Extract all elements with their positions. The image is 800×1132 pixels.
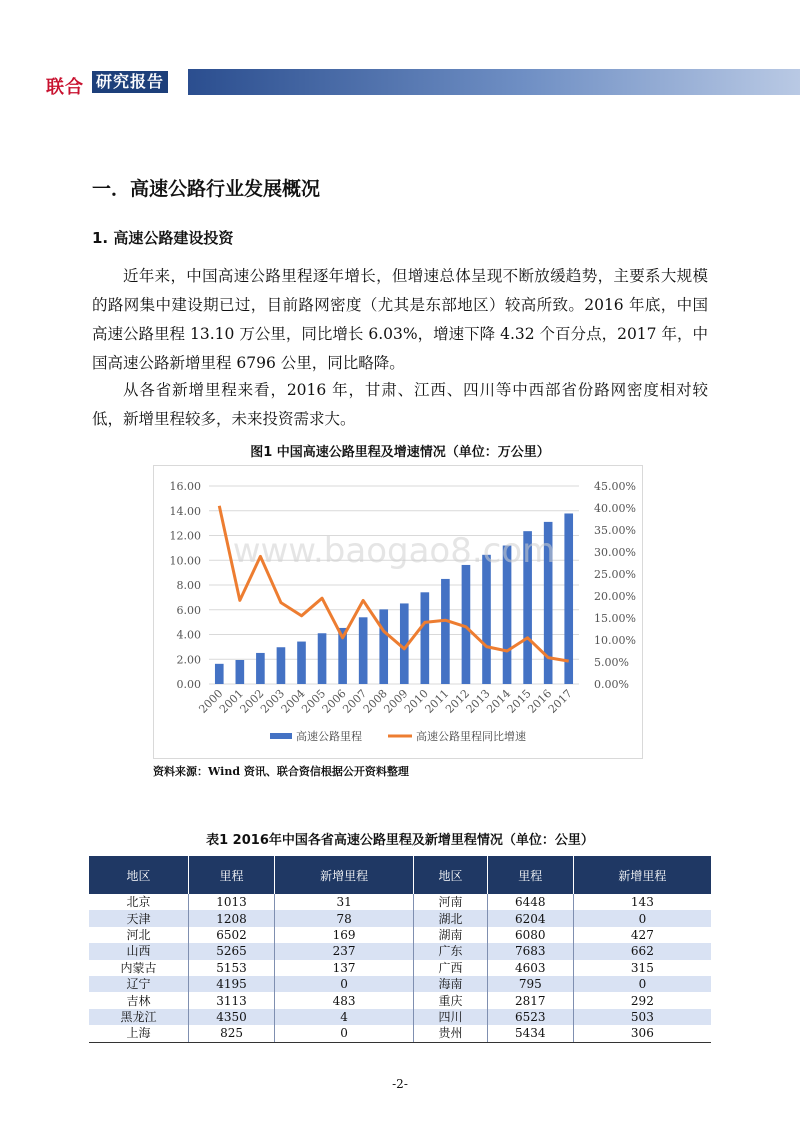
table-cell: 0: [573, 976, 711, 992]
figure-title: 图1 中国高速公路里程及增速情况（单位：万公里）: [250, 445, 550, 460]
x-tick-label: 2007: [340, 686, 370, 716]
table-row: [89, 992, 711, 1008]
y-right-tick-label: 20.00%: [594, 590, 636, 603]
header-cell: 新增里程: [275, 856, 414, 894]
bar: [379, 609, 388, 684]
table-cell: 6502: [189, 927, 275, 943]
y-right-tick-label: 30.00%: [594, 546, 636, 559]
header-cell: 里程: [189, 856, 275, 894]
table-cell: 6523: [487, 1009, 573, 1025]
table-cell: 292: [630, 993, 654, 1008]
table-cell: 4: [275, 1009, 414, 1025]
table-cell: 广东: [414, 943, 488, 959]
y-right-tick-label: 10.00%: [594, 634, 636, 647]
table-cell: 31: [275, 894, 414, 910]
table-row: [89, 927, 711, 943]
table-cell: 6204: [487, 910, 573, 926]
bar: [564, 513, 573, 684]
x-tick-label: 2009: [381, 686, 411, 716]
chart-legend: [270, 729, 526, 743]
table-cell: 天津: [89, 910, 189, 926]
y-left-tick-label: 2.00: [176, 653, 201, 667]
table-cell: 四川: [414, 1009, 488, 1025]
x-tick-label: 2010: [401, 686, 431, 716]
bar: [359, 617, 368, 684]
growth-line: [219, 506, 568, 661]
y-right-tick-label: 25.00%: [594, 568, 636, 581]
table-cell: 5434: [487, 1025, 573, 1042]
y-right-ticks: [594, 480, 636, 691]
header-cell: 新增里程: [573, 856, 711, 894]
section-title: 一．高速公路行业发展概况: [92, 178, 321, 200]
table-cell: 3113: [189, 992, 275, 1008]
combo-chart: [154, 466, 642, 758]
table-cell: 662: [573, 943, 711, 959]
table-cell: 黑龙江: [89, 1009, 189, 1025]
paragraph-2: 从各省新增里程来看，2016 年，甘肃、江西、四川等中西部省份路网密度相对较低，新增里程较多，未来投资需求大。: [92, 381, 708, 428]
table-cell: 广西: [414, 960, 488, 976]
header-cell: 地区: [89, 856, 189, 894]
table-cell: 湖北: [414, 910, 488, 926]
table-cell: 北京: [89, 894, 189, 910]
bar: [318, 633, 327, 684]
x-tick-label: 2017: [545, 686, 575, 716]
x-tick-label: 2003: [258, 686, 288, 716]
x-tick-label: 2016: [525, 686, 555, 716]
header-gradient-bar: [188, 69, 800, 95]
province-table: [89, 856, 711, 1043]
table-row: [89, 1025, 711, 1042]
table-cell: 1208: [189, 910, 275, 926]
table-cell: 483: [275, 992, 414, 1008]
x-tick-label: 2006: [319, 686, 349, 716]
chart-container: [153, 465, 643, 759]
table-cell: 5265: [189, 943, 275, 959]
table-cell: 1013: [189, 894, 275, 910]
table-cell: 上海: [89, 1025, 189, 1042]
table-cell: 237: [275, 943, 414, 959]
paragraph-1: 近年来，中国高速公路里程逐年增长，但增速总体呈现不断放缓趋势，主要系大规模的路网集中建设期已过，目前路网密度（尤其是东部地区）较高所致。2016 年底，中国高速公路里程 13.10 万公里，同比增长 6.03%，增速下降 4.32 个百分点，2017 年，中国高速公路新增里程 6796 公里，同比略降。: [92, 267, 708, 372]
table-header-row: [89, 856, 711, 894]
table-cell: 5153: [189, 960, 275, 976]
table-cell: 137: [275, 960, 414, 976]
table-cell: 山西: [89, 943, 189, 959]
table-row: [89, 910, 711, 926]
x-tick-label: 2014: [484, 686, 514, 716]
x-ticks: [196, 687, 574, 716]
page-number: -2-: [392, 1077, 408, 1091]
bar: [482, 555, 491, 684]
table-cell: 0: [573, 910, 711, 926]
table-row: [89, 894, 711, 910]
table-cell: 7683: [487, 943, 573, 959]
table-row: [89, 1009, 711, 1025]
table-cell: 306: [573, 1025, 711, 1042]
header-cell: 里程: [487, 856, 573, 894]
y-right-tick-label: 5.00%: [594, 656, 629, 669]
x-tick-label: 2002: [237, 686, 267, 716]
y-left-tick-label: 12.00: [169, 529, 201, 543]
table-cell: 辽宁: [89, 976, 189, 992]
y-left-tick-label: 6.00: [176, 603, 201, 617]
bar: [297, 642, 306, 684]
table-cell: 湖南: [414, 927, 488, 943]
y-left-tick-label: 14.00: [169, 504, 201, 518]
bar: [256, 653, 265, 684]
table-row: [89, 960, 711, 976]
bar: [441, 579, 450, 684]
table-cell: 2817: [487, 992, 573, 1008]
table-cell: 河北: [89, 927, 189, 943]
x-tick-label: 2004: [278, 686, 308, 716]
header-cell: 地区: [414, 856, 488, 894]
brand-label: 研究报告: [92, 71, 168, 93]
x-tick-label: 2001: [216, 686, 246, 716]
y-left-tick-label: 10.00: [169, 554, 201, 568]
table-cell: 贵州: [414, 1025, 488, 1042]
table-row: [89, 943, 711, 959]
legend-bar-swatch: [270, 733, 292, 739]
y-left-tick-label: 16.00: [169, 480, 201, 493]
x-tick-label: 2000: [196, 686, 226, 716]
table-cell: 315: [630, 960, 654, 975]
table-title: 表1 2016年中国各省高速公路里程及新增里程情况（单位：公里）: [206, 833, 594, 848]
brand-name: 联合: [46, 77, 84, 98]
bar: [215, 664, 224, 684]
y-right-tick-label: 40.00%: [594, 502, 636, 515]
legend-bar-label: 高速公路里程: [296, 730, 362, 743]
y-left-tick-label: 0.00: [176, 678, 201, 691]
table-cell: 169: [275, 927, 414, 943]
table-cell: 4195: [189, 976, 275, 992]
bar: [421, 592, 430, 684]
y-right-tick-label: 15.00%: [594, 612, 636, 625]
y-left-tick-label: 8.00: [176, 579, 201, 592]
table-cell: 4603: [487, 960, 573, 976]
bar: [236, 660, 245, 684]
y-right-tick-label: 0.00%: [594, 678, 629, 691]
table-cell: 6080: [487, 927, 573, 943]
x-tick-label: 2011: [422, 686, 452, 716]
table-cell: 0: [275, 976, 414, 992]
x-tick-label: 2015: [504, 686, 534, 716]
table-cell: 503: [573, 1009, 711, 1025]
chart-line: [219, 506, 568, 661]
table-cell: 427: [630, 927, 654, 942]
legend-line-label: 高速公路里程同比增速: [416, 730, 526, 743]
x-tick-label: 2013: [463, 686, 493, 716]
table-cell: 6448: [487, 894, 573, 910]
table-cell: 海南: [414, 976, 488, 992]
table-cell: 795: [487, 976, 573, 992]
table-cell: 河南: [414, 894, 488, 910]
report-header: [0, 67, 800, 97]
y-left-ticks: [170, 480, 202, 691]
x-tick-label: 2005: [299, 686, 329, 716]
table-cell: 4350: [189, 1009, 275, 1025]
source-note: 资料来源：Wind 资讯、联合资信根据公开资料整理: [153, 765, 409, 778]
table-cell: 重庆: [414, 992, 488, 1008]
y-left-tick-label: 4.00: [176, 628, 201, 642]
y-right-tick-label: 45.00%: [594, 480, 636, 493]
table-row: [89, 976, 711, 992]
bar: [277, 647, 286, 684]
x-tick-label: 2012: [443, 686, 473, 716]
table-cell: 吉林: [89, 992, 189, 1008]
table-cell: 78: [275, 910, 414, 926]
table-cell: 内蒙古: [89, 960, 189, 976]
subsection-title: 1. 高速公路建设投资: [92, 229, 234, 247]
table-cell: 825: [189, 1025, 275, 1042]
table-cell: 143: [630, 895, 654, 910]
watermark: www.baogao8.com: [232, 531, 556, 571]
y-right-tick-label: 35.00%: [594, 524, 636, 537]
table-cell: 0: [275, 1025, 414, 1042]
x-tick-label: 2008: [360, 686, 390, 716]
